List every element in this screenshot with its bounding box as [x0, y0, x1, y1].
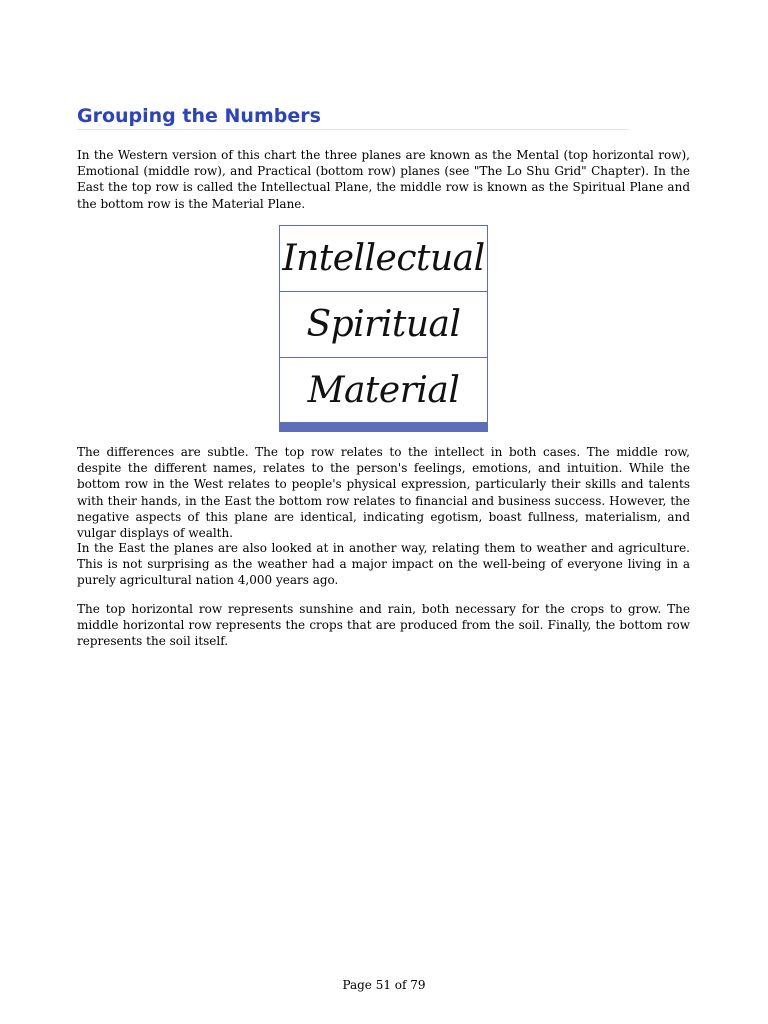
plane-intellectual: Intellectual [280, 226, 487, 292]
paragraph-weather: In the East the planes are also looked at in another way, relating them to weather and agriculture. This is not surprising as the weather had a major impact on the well-being of everyone living in a purely agricultural nation 4,000 years ago. [77, 541, 690, 588]
plane-material: Material [280, 358, 487, 424]
plane-spiritual: Spiritual [280, 292, 487, 358]
heading-divider [77, 129, 629, 130]
planes-table [279, 225, 488, 432]
paragraph-intro: In the Western version of this chart the three planes are known as the Mental (top horizontal row), Emotional (middle row), and Practical (bottom row) planes (see "The Lo Shu Grid" Chapter). In the East the top row is called the Intellectual Plane, the middle row is known as the Spiritual Plane and the bottom row is the Material Plane. [77, 148, 690, 211]
page-number: Page 51 of 79 [342, 978, 426, 992]
paragraph-rows: The top horizontal row represents sunshine and rain, both necessary for the crops to grow. The middle horizontal row represents the crops that are produced from the soil. Finally, the bottom row represents the soil itself. [77, 602, 690, 649]
table-footer-bar [280, 422, 487, 431]
paragraph-differences: The differences are subtle. The top row relates to the intellect in both cases. The middle row, despite the different names, relates to the person's feelings, emotions, and intuition. While the bottom row in the West relates to people's physical expression, particularly their skills and talents with their hands, in the East the bottom row relates to financial and business success. However, the negative aspects of this plane are identical, indicating egotism, boast fullness, materialism, and vulgar displays of wealth. [77, 445, 690, 541]
section-heading: Grouping the Numbers [77, 105, 321, 127]
